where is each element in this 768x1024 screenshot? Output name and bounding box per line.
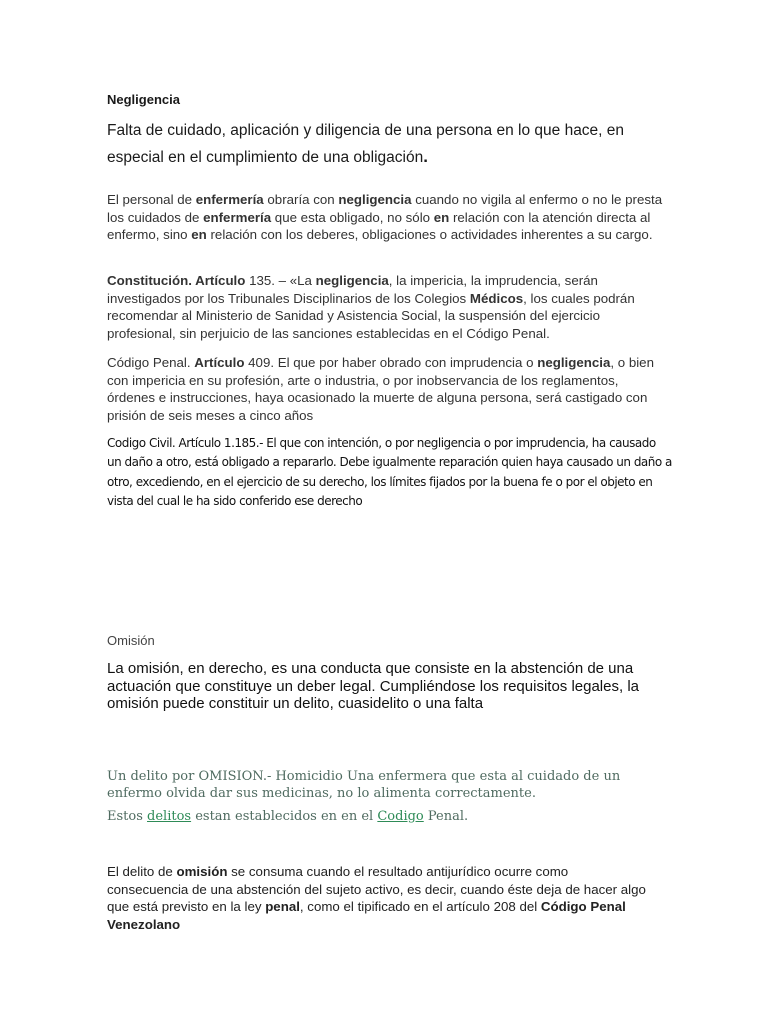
text-run: relación con los deberes, obligaciones o actividades inherentes a su cargo.: [206, 227, 653, 243]
bold-run: negligencia: [338, 192, 412, 207]
text-run: , los cuales podrán recomendar al Ministerio de Sanidad y Asistencia Social, la suspensión del ejercicio profesional, sin perjuicio de las sanciones establecidas en el Código Penal.: [107, 290, 635, 341]
text-run: , la impericia, la imprudencia, serán investigados por los Tribunales Disciplinarios de los Colegios: [107, 273, 598, 306]
text-run: El delito de: [107, 864, 177, 879]
text-run: Estos: [107, 809, 148, 824]
text-run: 409. El que por haber obrado con imprudencia o: [244, 355, 538, 370]
paragraph-constitucion: [107, 272, 667, 342]
text-run: , como el tipificado en el artículo 208 del: [299, 899, 541, 915]
bold-run: Médicos: [469, 290, 524, 306]
text-run: El personal de: [107, 192, 196, 207]
definition-text: Falta de cuidado, aplicación y diligencia de una persona en lo que hace, en especial en el cumplimiento de una obligación: [107, 122, 625, 166]
omision-example: Un delito por OMISION.- Homicidio Una enfermera que esta al cuidado de un enfermo olvida dar sus medicinas, no lo alimenta correctamente.: [107, 769, 621, 801]
text-run: se consuma cuando el resultado antijurídico ocurre como consecuencia de una abstención del sujeto activo, es decir, cuando éste deja de hacer algo que está previsto en la ley: [107, 864, 646, 915]
paragraph-codigo-civil: Codigo Civil. Artículo 1.185.- El que con intención, o por negligencia o por imprudencia, ha causado un daño a otro, está obligado a repararlo. Debe igualmente reparación quien haya causado un daño a otro, excediendo, en el ejercicio de su derecho, los límites fijados por la buena fe o por el objeto en vista del cual le ha sido conferido ese derecho: [107, 436, 672, 508]
bold-run: negligencia: [537, 355, 611, 370]
text-run: relación con la atención directa al enfermo, sino: [107, 209, 651, 243]
section-title-negligencia: Negligencia: [107, 92, 180, 107]
text-run: estan establecidos en en el: [191, 809, 378, 824]
paragraph-delito-omision: [107, 863, 647, 933]
bold-run: Constitución. Artículo: [107, 273, 246, 288]
definition-period: .: [423, 147, 428, 166]
bold-run: omisión: [176, 864, 228, 879]
bold-run: penal: [265, 899, 300, 915]
text-run: cuando no vigila al enfermo o no le presta los cuidados de: [107, 192, 663, 225]
bold-run: en: [191, 227, 207, 243]
text-run: , o bien con impericia en su profesión, arte o industria, o por inobservancia de los reglamentos, órdenes e instrucciones, haya ocasionado la muerte de alguna persona, será castigado con prisión de seis meses a cinco años: [107, 355, 654, 423]
definition-omision: La omisión, en derecho, es una conducta que consiste en la abstención de una actuación que constituye un deber legal. Cumpliéndose los requisitos legales, la omisión puede constituir un delito, cuasidelito o una falta: [107, 660, 639, 713]
text-run: obraría con: [263, 192, 339, 207]
text-run: Penal.: [423, 809, 469, 824]
section-title-omision: Omisión: [107, 633, 155, 648]
text-run: Código Penal.: [107, 355, 195, 370]
text-run: 135. – «La: [245, 273, 316, 288]
bold-run: negligencia: [315, 273, 389, 288]
bold-run: en: [433, 209, 450, 225]
bold-run: enfermería: [195, 192, 264, 207]
bold-run: Artículo: [194, 355, 245, 370]
bold-run: enfermería: [203, 209, 272, 225]
bold-run: Código Penal Venezolano: [107, 899, 626, 932]
codigo-link[interactable]: Codigo: [377, 809, 424, 824]
paragraph-codigo-penal: [107, 354, 667, 424]
paragraph-enfermeria: [107, 191, 667, 244]
links-sentence: [107, 809, 647, 826]
delitos-link[interactable]: delitos: [147, 809, 192, 824]
text-run: que esta obligado, no sólo: [271, 209, 434, 225]
definition-negligencia: [107, 118, 682, 171]
